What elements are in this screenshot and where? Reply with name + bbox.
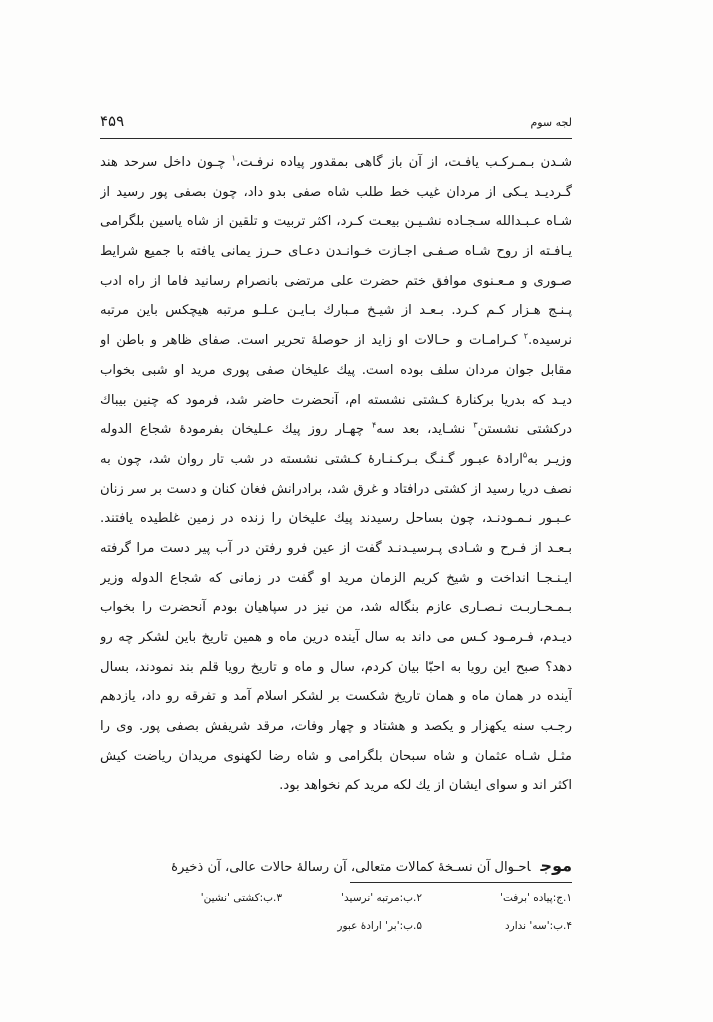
page-number: ۴۵۹ <box>100 112 125 130</box>
line-text: مثـل شـاه عثمان و شاه سبحان بلگرامی و شاه رضا لکهنوی مریدان ریاضت کیش <box>100 748 572 764</box>
line-text: کـرامـات و حـالات او زاید از حوصلهٔ تحریر است. صفای ظاهر و باطن او <box>100 333 524 349</box>
line-text: نرسیده. <box>528 333 572 349</box>
section-keyword: موج <box>540 856 572 875</box>
footnote-row <box>180 892 572 920</box>
text-line <box>100 296 572 326</box>
footnote: ۱.ج:پیاده 'برفت' <box>500 892 572 904</box>
text-line <box>100 534 572 564</box>
line-text: دیـد که بدریا برکنارهٔ کـشتی نشسته ام، آنحضرت حاضر شد، فرمود که چنین بیباك <box>100 392 572 408</box>
line-text: وزیـر به <box>527 451 572 467</box>
line-text: نصف دریا رسید از کشتی درافتاد و غرق شد، برادرانش فغان کنان و دست بر سر زنان <box>100 481 572 497</box>
line-text: پـنـج هـزار کـم کـرد. بـعـد از شیـخ مـبارك بـایـن عـلـو مرتبه هیچکس باین مرتبه <box>100 303 572 319</box>
text-line <box>100 475 572 505</box>
line-text: ایـنـجـا انداخت و شیخ کریم الزمان مرید او گفت در زمانی که شجاع الدوله وزیر <box>100 570 572 586</box>
text-line <box>100 742 572 772</box>
line-text: چهـار روز پیك عـلیخان بفرمودهٔ شجاع الدوله <box>100 422 372 438</box>
line-text: چـون داخل سرحد هند <box>100 155 232 170</box>
line-text: صـوری و مـعـنوی موافق ختم حضرت علی مرتضی بانصرام رسانید فاما از راه ادب <box>100 273 572 289</box>
line-text: دیـدم، فـرمـود کـس می داند به سال آینده درین ماه و همین تاریخ باین لشکر چه رو <box>100 630 572 645</box>
footnote: ۲.ب:مرتبه 'نرسید' <box>341 892 422 904</box>
line-text: عـبـور نـمـودنـد، چون بساحل رسیدند پیك علیخان را زنده در زمین غلطیده یافتند. <box>100 511 572 527</box>
footnote-marker: ۳ <box>473 420 478 430</box>
text-line <box>100 593 572 623</box>
text-line <box>100 356 572 386</box>
running-header <box>100 112 572 139</box>
footnote: ۵.ب:'بر' ارادهٔ عبور <box>337 920 422 932</box>
text-line <box>100 326 572 356</box>
text-line <box>100 564 572 594</box>
line-text: ارادهٔ عبـور گـنـگ بـرکـنـارهٔ کـشتی نشسته در شب تار روان شد، چون به <box>100 451 523 467</box>
text-line <box>100 771 572 801</box>
text-line <box>100 207 572 237</box>
text-line <box>100 148 572 178</box>
footnote-row <box>180 920 572 948</box>
line-text: درکشتی نشستن <box>477 422 572 438</box>
line-text: مقابل جوان مردان سلف بوده است. پیك علیخان صفی پوری مرید او شبی بخواب <box>100 362 572 378</box>
text-line <box>100 712 572 742</box>
line-text: یـافـته از روح شـاه صـفـی اجـازت خـوانـدن دعـای حـرز یمانی یافته با جمیع شرایط <box>100 244 572 260</box>
line-text: آینده در همان ماه و همان تاریخ شکست بر لشکر اسلام آمد و تفرقه رو داد، یازدهم <box>100 689 572 705</box>
footnote-rule <box>350 882 572 883</box>
line-text: گـردیـد یـکی از مردان غیب خط طلب شاه صفی بدو داد، چون بصفی پور رسید از <box>100 184 572 200</box>
body-text <box>100 148 572 801</box>
text-line <box>100 623 572 653</box>
line-text: بـمـحـاربـت نـصـاری عازم بنگاله شد، من نیز در سپاهیان بودم آنحضرت را بخواب <box>100 600 572 616</box>
text-line <box>100 682 572 712</box>
footnote-marker: ۲ <box>523 331 528 341</box>
text-line <box>100 267 572 297</box>
text-line <box>100 445 572 475</box>
footnote: ۴.ب:'سه' ندارد <box>504 920 572 932</box>
line-text: بـعـد از فـرح و شـادی پـرسیـدنـد گفت از عین فرو رفتن در آب پیر دست مرا گرفته <box>100 540 572 556</box>
text-line <box>100 653 572 683</box>
line-text: رجـب سنه یکهزار و یکصد و هشتاد و چهار وفات، مرقد شریفش بصفی پور. وی را <box>100 719 572 735</box>
text-line <box>100 386 572 416</box>
chapter-title: لجه سوم <box>530 116 572 129</box>
footnotes <box>180 892 572 948</box>
text-line <box>100 237 572 267</box>
line-text: اکثر اند و سوای ایشان از یك لکه مرید کم نخواهد بود. <box>279 778 572 794</box>
text-line <box>100 415 572 445</box>
text-line <box>100 178 572 208</box>
text-line <box>100 504 572 534</box>
section-intro-text: احـوال آن نسـخهٔ کمالات متعالی، آن رسالهٔ حالات عالی، آن ذخیرهٔ <box>171 860 531 875</box>
line-text: شـاه عـبـدالله سـجـاده نشـیـن بیعـت کـرد، اکثر تربیت و تلقین از شاه یاسین بلگرامی <box>100 214 572 230</box>
footnote-marker: ۴ <box>371 420 377 430</box>
line-text: شـدن بـمـرکـب یافـت، از آن باز گاهی بمقدور پیاده نرفـت، <box>235 155 572 170</box>
footnote: ۳.ب:کشتی 'نشین' <box>200 892 282 904</box>
line-text: نشـاید، بعد سه <box>376 422 474 438</box>
line-text: دهد؟ صبح این رویا به احبّا بیان کردم، سال و ماه و تاریخ رویا قلم بند نمودند، بسال <box>100 659 572 675</box>
footnote-marker: ۱ <box>231 153 236 163</box>
section-heading-line <box>100 854 572 880</box>
footnote-marker: ۵ <box>522 450 528 460</box>
